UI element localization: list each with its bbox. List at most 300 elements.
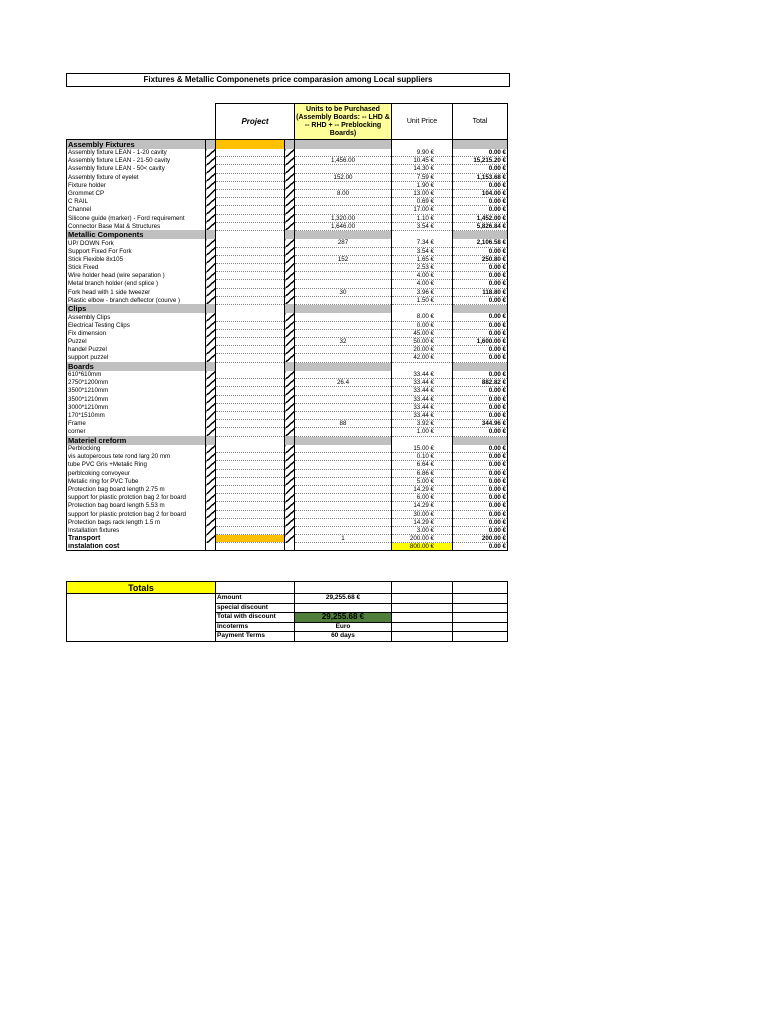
diagonal-mark [206, 461, 216, 469]
section-qty-cell [295, 362, 392, 371]
item-name: UP/ DOWN Fork [67, 239, 206, 247]
quantity-cell [295, 445, 392, 453]
diagonal-mark [206, 321, 216, 329]
table-row [67, 379, 508, 387]
item-name: Puzzel [67, 337, 206, 345]
unit-price-cell: 14.29 € [392, 518, 453, 526]
quantity-cell [295, 428, 392, 436]
quantity-cell: 26.4 [295, 379, 392, 387]
quantity-cell: 32 [295, 337, 392, 345]
section-qty-cell [295, 436, 392, 445]
project-cell [216, 387, 285, 395]
total-cell: 0.00 € [453, 149, 508, 157]
total-cell: 0.00 € [453, 510, 508, 518]
unit-price-cell: 4.00 € [392, 272, 453, 280]
diagonal-mark [206, 189, 216, 197]
diagonal-mark [285, 149, 295, 157]
unit-price-cell: 1.90 € [392, 181, 453, 189]
totals-table [66, 581, 508, 642]
total-cell: 0.00 € [453, 428, 508, 436]
total-cell: 0.00 € [453, 247, 508, 255]
project-cell [216, 173, 285, 181]
unit-price-cell: 8.00 € [392, 313, 453, 321]
project-cell [216, 379, 285, 387]
unit-price-cell: 42.00 € [392, 354, 453, 362]
diagonal-mark [285, 502, 295, 510]
table-row [67, 469, 508, 477]
diagonal-mark [206, 469, 216, 477]
diagonal-mark [206, 280, 216, 288]
section-project-cell [216, 140, 285, 150]
diagonal-mark [206, 230, 216, 239]
table-row [67, 321, 508, 329]
quantity-cell [295, 165, 392, 173]
diagonal-mark [285, 387, 295, 395]
table-row [67, 288, 508, 296]
table-row [67, 453, 508, 461]
quantity-cell [295, 198, 392, 206]
payment-terms-value: 60 days [295, 632, 392, 642]
project-cell [216, 165, 285, 173]
table-row [67, 214, 508, 222]
diagonal-mark [206, 157, 216, 165]
total-cell: 2,106.58 € [453, 239, 508, 247]
total-cell: 15,215.20 € [453, 157, 508, 165]
unit-price-cell: 7.34 € [392, 239, 453, 247]
item-name: support puzzel [67, 354, 206, 362]
unit-price-cell: 33.44 € [392, 411, 453, 419]
quantity-cell [295, 149, 392, 157]
project-cell [216, 222, 285, 230]
project-cell [216, 337, 285, 345]
table-row [67, 255, 508, 263]
total-cell: 1,153.68 € [453, 173, 508, 181]
diagonal-mark [285, 453, 295, 461]
diagonal-mark [206, 329, 216, 337]
quantity-cell [295, 371, 392, 379]
unit-price-cell: 17.00 € [392, 206, 453, 214]
total-cell: 0.00 € [453, 403, 508, 411]
table-row [67, 239, 508, 247]
section-total-cell [453, 140, 508, 150]
project-cell [216, 502, 285, 510]
total-cell: 0.00 € [453, 494, 508, 502]
unit-price-cell: 14.30 € [392, 165, 453, 173]
item-name: Assembly fixture LEAN - 21-50 cavity [67, 157, 206, 165]
table-row [67, 313, 508, 321]
item-name: 3500*1210mm [67, 395, 206, 403]
diagonal-mark [285, 469, 295, 477]
unit-price-cell: 3.54 € [392, 222, 453, 230]
quantity-cell [295, 247, 392, 255]
unit-price-cell: 3.96 € [392, 288, 453, 296]
diagonal-mark [206, 304, 216, 313]
diagonal-mark [206, 173, 216, 181]
diagonal-mark [285, 239, 295, 247]
diagonal-mark [206, 346, 216, 354]
table-row [67, 526, 508, 534]
header-units: Units to be Purchased (Assembly Boards: -- LHD & -- RHD + -- Preblocking Boards) [295, 104, 392, 140]
unit-price-cell: 33.44 € [392, 379, 453, 387]
total-cell: 0.00 € [453, 395, 508, 403]
table-row [67, 477, 508, 485]
item-name: Silicone guide (marker) - Ford requirement [67, 214, 206, 222]
incoterms-value: Euro [295, 622, 392, 632]
total-cell: 1,600.00 € [453, 337, 508, 345]
total-cell: 5,826.84 € [453, 222, 508, 230]
quantity-cell: 30 [295, 288, 392, 296]
project-cell [216, 247, 285, 255]
diagonal-mark [206, 149, 216, 157]
diagonal-mark [285, 485, 295, 493]
table-row [67, 403, 508, 411]
unit-price-cell: 1.65 € [392, 255, 453, 263]
table-row [67, 445, 508, 453]
sheet-title: Fixtures & Metallic Componenets price comparasion among Local suppliers [66, 73, 510, 87]
project-cell [216, 485, 285, 493]
item-name: 3000*1210mm [67, 403, 206, 411]
diagonal-mark [206, 362, 216, 371]
diagonal-mark [285, 321, 295, 329]
total-cell: 0.00 € [453, 387, 508, 395]
table-row [67, 411, 508, 419]
quantity-cell [295, 181, 392, 189]
quantity-cell: 287 [295, 239, 392, 247]
amount-label: Amount [216, 594, 295, 604]
column-header [215, 103, 508, 140]
item-name: Metalic ring for PVC Tube [67, 477, 206, 485]
table-row [67, 198, 508, 206]
unit-price-cell: 15.00 € [392, 445, 453, 453]
item-name: Protection bag board length 2.75 m [67, 485, 206, 493]
quantity-cell: 152.00 [295, 173, 392, 181]
item-name: Assembly fixture of eyelet [67, 173, 206, 181]
item-name: Connector Base Mat & Structures [67, 222, 206, 230]
section-price-cell [392, 140, 453, 150]
unit-price-cell: 1.00 € [392, 428, 453, 436]
total-cell: 0.00 € [453, 272, 508, 280]
diagonal-mark [206, 214, 216, 222]
project-cell [216, 280, 285, 288]
unit-price-cell: 9.90 € [392, 149, 453, 157]
unit-price-cell: 3.00 € [392, 526, 453, 534]
diagonal-mark [206, 477, 216, 485]
total-cell: 0.00 € [453, 371, 508, 379]
section-total-cell [453, 362, 508, 371]
project-cell [216, 354, 285, 362]
table-row [67, 346, 508, 354]
table-row [67, 518, 508, 526]
table-row [67, 502, 508, 510]
blank-cell [206, 543, 216, 551]
quantity-cell [295, 346, 392, 354]
quantity-cell [295, 469, 392, 477]
project-cell [216, 255, 285, 263]
diagonal-mark [285, 411, 295, 419]
project-cell [216, 445, 285, 453]
table-row [67, 354, 508, 362]
table-row [67, 329, 508, 337]
table-row [67, 173, 508, 181]
total-cell: 0.00 € [453, 502, 508, 510]
quantity-cell: 88 [295, 420, 392, 428]
diagonal-mark [206, 420, 216, 428]
total-cell: 344.96 € [453, 420, 508, 428]
item-name: tube PVC Gris +Metalic Ring [67, 461, 206, 469]
section-price-cell [392, 230, 453, 239]
section-header [67, 140, 508, 150]
item-name: Electrical Testing Clips [67, 321, 206, 329]
project-cell [216, 329, 285, 337]
total-cell: 0.00 € [453, 526, 508, 534]
item-name: Metal branch holder (end splice ) [67, 280, 206, 288]
quantity-cell [295, 395, 392, 403]
unit-price-cell: 3.54 € [392, 247, 453, 255]
total-cell: 0.00 € [453, 198, 508, 206]
diagonal-mark [285, 296, 295, 304]
unit-price-cell: 14.29 € [392, 485, 453, 493]
table-row [67, 395, 508, 403]
item-name: Assembly Clips [67, 313, 206, 321]
item-name: Assembly fixture LEAN - 50< cavity [67, 165, 206, 173]
quantity-cell [295, 518, 392, 526]
table-row [67, 157, 508, 165]
price-table [66, 139, 508, 551]
item-name: corner [67, 428, 206, 436]
section-title: Boards [67, 362, 206, 371]
quantity-cell [295, 411, 392, 419]
diagonal-mark [206, 379, 216, 387]
section-header [67, 304, 508, 313]
diagonal-mark [285, 189, 295, 197]
quantity-cell [295, 387, 392, 395]
table-row [67, 206, 508, 214]
quantity-cell [295, 453, 392, 461]
unit-price-cell: 1.10 € [392, 214, 453, 222]
table-row [67, 280, 508, 288]
item-name: support for plastic protction bag 2 for board [67, 494, 206, 502]
diagonal-mark [285, 165, 295, 173]
total-cell: 0.00 € [453, 263, 508, 271]
quantity-cell: 1 [295, 535, 392, 543]
table-row [67, 494, 508, 502]
project-cell [216, 494, 285, 502]
table-row [67, 165, 508, 173]
project-cell [216, 272, 285, 280]
section-title: Metallic Components [67, 230, 206, 239]
unit-price-cell: 0.00 € [392, 321, 453, 329]
table-row [67, 247, 508, 255]
header-unit-price: Unit Price [392, 104, 453, 140]
project-cell [216, 296, 285, 304]
table-row [67, 181, 508, 189]
diagonal-mark [285, 214, 295, 222]
unit-price-cell: 200.00 € [392, 535, 453, 543]
table-row [67, 371, 508, 379]
project-cell [216, 526, 285, 534]
table-row [67, 461, 508, 469]
diagonal-mark [206, 222, 216, 230]
total-cell: 0.00 € [453, 296, 508, 304]
diagonal-mark [285, 526, 295, 534]
project-cell [216, 543, 285, 551]
quantity-cell [295, 403, 392, 411]
item-name: Support Fixed For Fork [67, 247, 206, 255]
diagonal-mark [206, 354, 216, 362]
diagonal-mark [206, 313, 216, 321]
quantity-cell [295, 321, 392, 329]
quantity-cell [295, 329, 392, 337]
item-name: 2750*1200mm [67, 379, 206, 387]
diagonal-mark [206, 436, 216, 445]
total-with-discount-value: 29,255.68 € [295, 613, 392, 623]
item-name: Frame [67, 420, 206, 428]
diagonal-mark [285, 181, 295, 189]
total-cell: 0.00 € [453, 329, 508, 337]
unit-price-cell: 33.44 € [392, 387, 453, 395]
total-cell: 0.00 € [453, 181, 508, 189]
item-name: Plastic elbow - branch deflector (courve ) [67, 296, 206, 304]
item-name: Installation fixtures [67, 526, 206, 534]
item-name: Fix dimension [67, 329, 206, 337]
transport-row [67, 535, 508, 543]
section-total-cell [453, 304, 508, 313]
unit-price-cell: 45.00 € [392, 329, 453, 337]
diagonal-mark [206, 247, 216, 255]
total-cell: 0.00 € [453, 453, 508, 461]
project-cell [216, 395, 285, 403]
quantity-cell [295, 313, 392, 321]
diagonal-mark [285, 461, 295, 469]
project-cell [216, 535, 285, 543]
total-cell: 0.00 € [453, 411, 508, 419]
diagonal-mark [206, 198, 216, 206]
item-name: Transport [67, 535, 206, 543]
diagonal-mark [285, 436, 295, 445]
diagonal-mark [206, 518, 216, 526]
project-cell [216, 157, 285, 165]
unit-price-cell: 6.00 € [392, 494, 453, 502]
item-name: Fork head with 1 side tweezer [67, 288, 206, 296]
diagonal-mark [285, 263, 295, 271]
quantity-cell [295, 296, 392, 304]
project-cell [216, 411, 285, 419]
total-cell: 0.00 € [453, 313, 508, 321]
diagonal-mark [206, 239, 216, 247]
header-project: Project [216, 104, 295, 140]
section-price-cell [392, 362, 453, 371]
unit-price-cell: 33.44 € [392, 371, 453, 379]
diagonal-mark [206, 272, 216, 280]
diagonal-mark [285, 518, 295, 526]
total-cell: 0.00 € [453, 518, 508, 526]
item-name: 610*610mm [67, 371, 206, 379]
quantity-cell: 1,456.00 [295, 157, 392, 165]
project-cell [216, 313, 285, 321]
diagonal-mark [285, 230, 295, 239]
diagonal-mark [206, 263, 216, 271]
diagonal-mark [285, 198, 295, 206]
table-row [67, 485, 508, 493]
total-cell: 0.00 € [453, 469, 508, 477]
section-header [67, 230, 508, 239]
table-row [67, 149, 508, 157]
table-row [67, 263, 508, 271]
project-cell [216, 149, 285, 157]
section-header [67, 362, 508, 371]
project-cell [216, 510, 285, 518]
unit-price-cell: 6.64 € [392, 461, 453, 469]
unit-price-cell: 0.69 € [392, 198, 453, 206]
diagonal-mark [285, 395, 295, 403]
diagonal-mark [206, 502, 216, 510]
diagonal-mark [285, 362, 295, 371]
header-total: Total [453, 104, 508, 140]
table-row [67, 387, 508, 395]
project-cell [216, 239, 285, 247]
project-cell [216, 288, 285, 296]
unit-price-cell: 20.00 € [392, 346, 453, 354]
diagonal-mark [206, 526, 216, 534]
item-name: handel Puzzel [67, 346, 206, 354]
quantity-cell [295, 510, 392, 518]
total-cell: 0.00 € [453, 543, 508, 551]
unit-price-cell: 33.44 € [392, 395, 453, 403]
diagonal-mark [285, 379, 295, 387]
item-name: Assembly fixture LEAN - 1-20 cavity [67, 149, 206, 157]
unit-price-cell: 2.53 € [392, 263, 453, 271]
total-cell: 104.00 € [453, 189, 508, 197]
diagonal-mark [206, 485, 216, 493]
item-name: 3500*1210mm [67, 387, 206, 395]
diagonal-mark [285, 494, 295, 502]
total-cell: 0.00 € [453, 165, 508, 173]
item-name: Grommet CP [67, 189, 206, 197]
diagonal-mark [285, 288, 295, 296]
diagonal-mark [206, 445, 216, 453]
project-cell [216, 263, 285, 271]
section-header [67, 436, 508, 445]
diagonal-mark [285, 206, 295, 214]
unit-price-cell: 4.00 € [392, 280, 453, 288]
project-cell [216, 181, 285, 189]
diagonal-mark [206, 453, 216, 461]
diagonal-mark [206, 387, 216, 395]
item-name: support for plastic protction bag 2 for board [67, 510, 206, 518]
quantity-cell [295, 485, 392, 493]
diagonal-mark [285, 354, 295, 362]
unit-price-cell: 10.45 € [392, 157, 453, 165]
quantity-cell: 8.00 [295, 189, 392, 197]
total-cell: 0.00 € [453, 346, 508, 354]
unit-price-cell: 1.50 € [392, 296, 453, 304]
unit-price-cell: 0.10 € [392, 453, 453, 461]
item-name: Wire holder head (wire separation ) [67, 272, 206, 280]
project-cell [216, 214, 285, 222]
total-cell: 0.00 € [453, 445, 508, 453]
diagonal-mark [285, 337, 295, 345]
diagonal-mark [285, 304, 295, 313]
diagonal-mark [285, 255, 295, 263]
table-row [67, 420, 508, 428]
section-project-cell [216, 436, 285, 445]
total-cell: 0.00 € [453, 321, 508, 329]
project-cell [216, 403, 285, 411]
table-row [67, 189, 508, 197]
quantity-cell [295, 543, 392, 551]
item-name: Fixture holder [67, 181, 206, 189]
project-cell [216, 461, 285, 469]
